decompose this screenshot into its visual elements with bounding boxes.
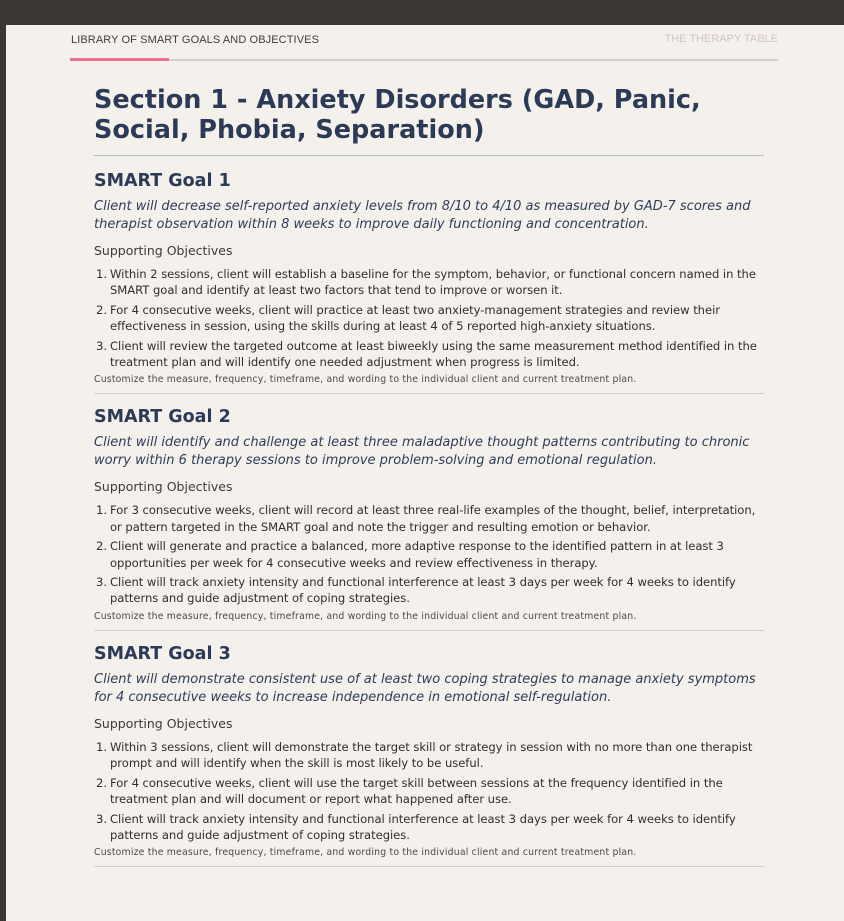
smart-goal-3 (94, 643, 764, 867)
header-library-title: LIBRARY OF SMART GOALS AND OBJECTIVES (71, 34, 320, 46)
objective-item (94, 338, 764, 371)
objective-text: Client will track anxiety intensity and functional interference at least 3 days per week for 4 weeks to identify patterns and guide adjustment of coping strategies. (110, 811, 736, 842)
objective-number: 3. (96, 575, 107, 590)
header-brand: THE THERAPY TABLE (664, 33, 778, 45)
objective-item (94, 538, 764, 571)
objectives-list (94, 739, 764, 843)
objective-item (94, 266, 764, 299)
objective-item (94, 739, 764, 772)
objective-number: 1. (96, 503, 107, 518)
goal-statement: Client will decrease self-reported anxiety levels from 8/10 to 4/10 as measured by GAD-7 scores and therapist observation within 8 weeks to improve daily functioning and concentration. (94, 199, 751, 232)
objective-item (94, 811, 764, 844)
objective-text: Client will review the targeted outcome at least biweekly using the same measurement method identified in the treatment plan and will identify one needed adjustment when progress is limited. (110, 338, 757, 370)
goal-title: SMART Goal 1 (94, 171, 231, 191)
objective-text: For 4 consecutive weeks, client will practice at least two anxiety-management strategies and review their effectiveness in session, using the skills during at least 4 of 5 reported high-anxiety situations. (110, 302, 720, 334)
objectives-list (94, 266, 764, 370)
objectives-list (94, 502, 764, 606)
document-page (6, 25, 844, 921)
objective-number: 1. (96, 267, 107, 281)
objective-text: Within 3 sessions, client will demonstrate the target skill or strategy in session with no more than one therapist prompt and will identify when the skill is most likely to be useful. (110, 739, 753, 771)
viewer-top-bar (0, 0, 844, 25)
objective-text: Client will generate and practice a balanced, more adaptive response to the identified pattern in at least 3 opportunities per week for 4 consecutive weeks and review effectiveness in therapy. (110, 539, 724, 570)
objective-item (94, 502, 764, 535)
goal-title: SMART Goal 2 (94, 407, 231, 428)
header-accent-bar (70, 58, 169, 61)
objective-number: 3. (96, 338, 107, 353)
objective-item (94, 302, 764, 335)
objective-text: Within 2 sessions, client will establish a baseline for the symptom, behavior, or functional concern named in the SMART goal and identify at least two factors that tend to improve or worsen it. (110, 267, 756, 298)
objective-text: Client will track anxiety intensity and functional interference at least 3 days per week for 4 weeks to identify patterns and guide adjustment of coping strategies. (110, 575, 736, 606)
customize-note: Customize the measure, frequency, timeframe, and wording to the individual client and current treatment plan. (94, 374, 637, 386)
objective-item (94, 775, 764, 808)
smart-goal-1 (94, 170, 764, 394)
objective-number: 3. (96, 811, 107, 826)
section-title: Section 1 - Anxiety Disorders (GAD, Panic, Social, Phobia, Separation) (94, 85, 764, 156)
objective-text: For 3 consecutive weeks, client will record at least three real-life examples of the thought, belief, interpretation, or pattern targeted in the SMART goal and note the trigger and resulting emotion or behavior. (110, 503, 756, 534)
objective-number: 1. (96, 739, 107, 754)
customize-note: Customize the measure, frequency, timeframe, and wording to the individual client and current treatment plan. (94, 847, 637, 859)
objective-number: 2. (96, 302, 107, 317)
smart-goal-2 (94, 406, 764, 630)
goal-statement: Client will demonstrate consistent use of at least two coping strategies to manage anxiety symptoms for 4 consecutive weeks to increase independence in emotional self-regulation. (94, 671, 756, 705)
objective-text: For 4 consecutive weeks, client will use the target skill between sessions at the frequency identified in the treatment plan and will document or report what happened after use. (110, 775, 723, 807)
goal-statement: Client will identify and challenge at least three maladaptive thought patterns contributing to chronic worry within 6 therapy sessions to improve problem-solving and emotional regulation. (94, 435, 750, 469)
supporting-objectives-label: Supporting Objectives (94, 479, 233, 495)
objective-number: 2. (96, 775, 107, 790)
supporting-objectives-label: Supporting Objectives (94, 243, 233, 258)
document-content (94, 85, 764, 879)
objective-number: 2. (96, 539, 107, 554)
customize-note: Customize the measure, frequency, timeframe, and wording to the individual client and current treatment plan. (94, 610, 637, 622)
goal-title: SMART Goal 3 (94, 643, 231, 664)
supporting-objectives-label: Supporting Objectives (94, 715, 233, 731)
page-header (70, 25, 778, 61)
objective-item (94, 574, 764, 607)
